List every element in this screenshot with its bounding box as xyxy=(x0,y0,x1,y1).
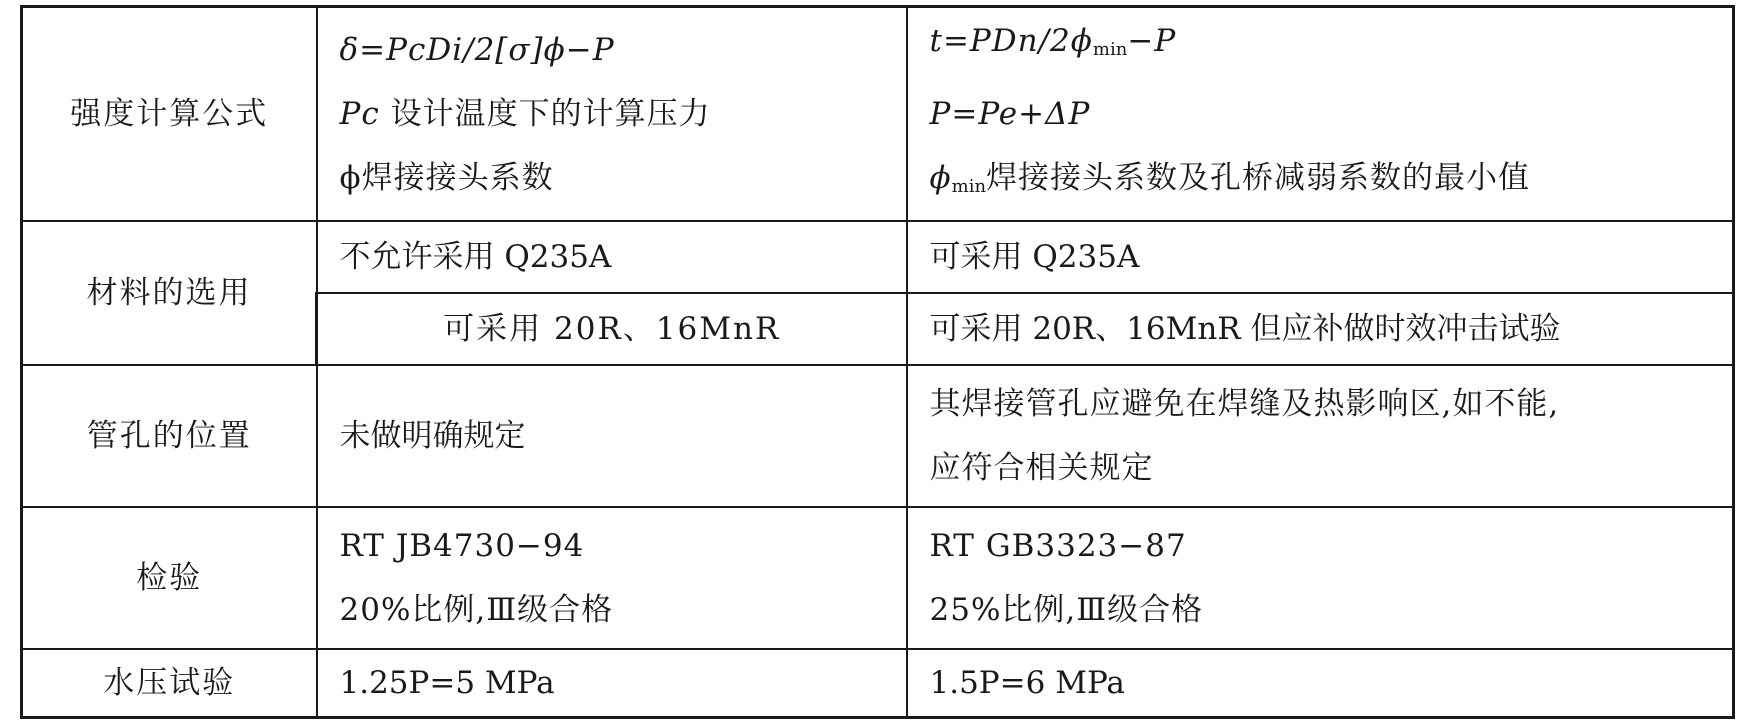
inspection-b-cell xyxy=(907,507,1734,649)
formula-b-eq-pre: t=PDn/2ϕ xyxy=(929,23,1093,59)
table-row-inspection xyxy=(22,507,1734,649)
formula-b-phi-text: 焊接接头系数及孔桥减弱系数的最小值 xyxy=(986,160,1531,196)
table-row-strength-formula xyxy=(22,7,1734,222)
formula-a-pc-definition xyxy=(340,82,884,146)
hydro-a-cell: 1.25P=5 MPa xyxy=(317,649,907,718)
formula-a-phi-definition: ϕ焊接接头系数 xyxy=(339,160,554,196)
inspection-a-line2: 20%比例,Ⅲ级合格 xyxy=(339,592,614,628)
material-b2-cell: 可采用 20R、16MnR 但应补做时效冲击试验 xyxy=(907,293,1734,365)
table-row-hydro-test xyxy=(22,649,1734,718)
material-a1-cell: 不允许采用 Q235A xyxy=(317,221,907,293)
row-label-hole-position: 管孔的位置 xyxy=(22,365,317,507)
hole-b-cell xyxy=(907,365,1734,507)
row-label-strength-formula: 强度计算公式 xyxy=(22,7,317,222)
inspection-b-line1: RT GB3323−87 xyxy=(929,528,1187,564)
formula-b-phi-sub: min xyxy=(951,176,987,197)
inspection-b-line2: 25%比例,Ⅲ级合格 xyxy=(929,592,1204,628)
formula-a-pc-text: 设计温度下的计算压力 xyxy=(379,96,711,132)
formula-a-pc-symbol: Pc xyxy=(339,96,380,132)
formula-cell-b xyxy=(907,7,1734,222)
table-row-material-1 xyxy=(22,221,1734,293)
formula-b-phimin-definition xyxy=(930,146,1711,219)
material-a2-cell: 可采用 20R、16MnR xyxy=(317,293,907,365)
formula-b-eq-post: −P xyxy=(1127,23,1177,59)
row-label-inspection: 检验 xyxy=(22,507,317,649)
hole-a-cell: 未做明确规定 xyxy=(317,365,907,507)
inspection-a-cell xyxy=(317,507,907,649)
formula-b-phi-symbol: ϕ xyxy=(929,160,952,196)
table-row-hole-position xyxy=(22,365,1734,507)
row-label-material: 材料的选用 xyxy=(22,221,317,365)
material-b1-cell: 可采用 Q235A xyxy=(907,221,1734,293)
inspection-a-line1: RT JB4730−94 xyxy=(339,528,585,564)
formula-b-p-definition: P=Pe+ΔP xyxy=(929,96,1091,132)
hydro-b-cell: 1.5P=6 MPa xyxy=(907,649,1734,718)
comparison-table xyxy=(20,5,1735,719)
formula-b-equation xyxy=(930,9,1711,82)
formula-b-eq-sub: min xyxy=(1092,39,1128,60)
row-label-hydro-test: 水压试验 xyxy=(22,649,317,718)
formula-a-equation: δ=PcDi/2[σ]ϕ−P xyxy=(339,32,615,68)
formula-cell-a xyxy=(317,7,907,222)
hole-b-line1: 其焊接管孔应避免在焊缝及热影响区,如不能, xyxy=(929,386,1560,422)
hole-b-line2: 应符合相关规定 xyxy=(929,450,1154,486)
